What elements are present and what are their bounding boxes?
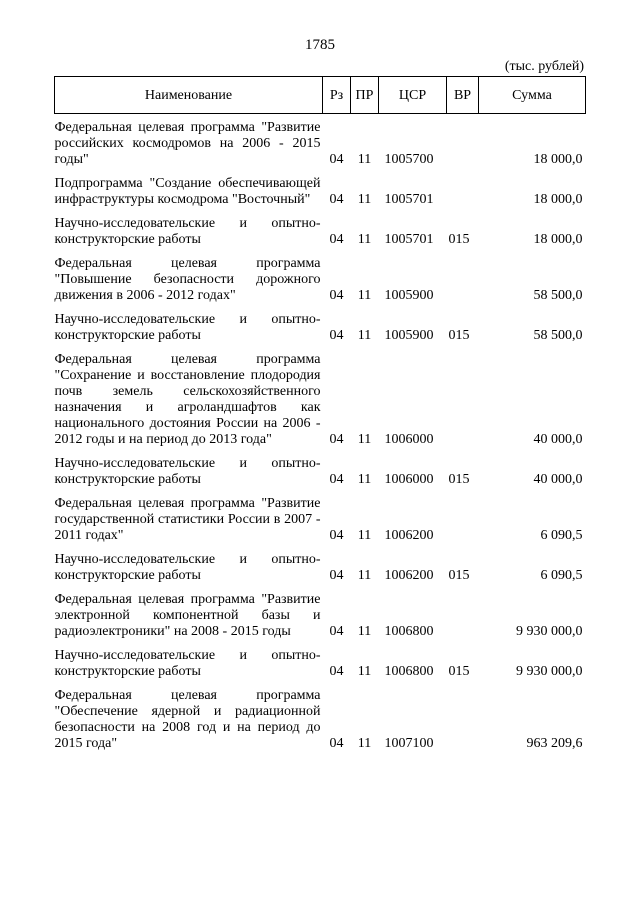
page-number: 1785 <box>305 37 335 53</box>
row-csr: 1006800 <box>384 624 434 639</box>
header-name: Наименование <box>55 77 323 114</box>
row-name: Подпрограмма "Создание обеспечивающей инфраструктуры космодрома "Восточный" <box>54 176 321 207</box>
row-sum: 9 930 000,0 <box>516 664 583 679</box>
row-vr <box>447 586 479 642</box>
row-vr <box>447 114 479 171</box>
row-csr: 1005700 <box>384 152 434 167</box>
row-pr: 11 <box>357 568 372 583</box>
table-row <box>55 642 586 682</box>
row-pr: 11 <box>357 736 372 751</box>
header-sum: Сумма <box>479 77 586 114</box>
row-pr: 11 <box>357 288 372 303</box>
row-csr: 1006000 <box>384 472 434 487</box>
row-pr: 11 <box>357 152 372 167</box>
row-sum: 40 000,0 <box>533 432 583 447</box>
row-rz: 04 <box>329 328 344 343</box>
row-pr: 11 <box>357 432 372 447</box>
row-name: Научно-исследовательские и опытно-конструкторские работы <box>54 312 321 343</box>
row-name: Научно-исследовательские и опытно-конструкторские работы <box>54 456 321 487</box>
row-csr: 1005701 <box>384 232 434 247</box>
row-pr: 11 <box>357 624 372 639</box>
budget-table <box>54 76 586 754</box>
row-sum: 58 500,0 <box>533 288 583 303</box>
row-csr: 1005701 <box>384 192 434 207</box>
row-csr: 1007100 <box>384 736 434 751</box>
row-csr: 1006800 <box>384 664 434 679</box>
row-rz: 04 <box>329 472 344 487</box>
row-csr: 1005900 <box>384 288 434 303</box>
table-row <box>55 306 586 346</box>
table-row <box>55 170 586 210</box>
row-vr: 015 <box>448 664 470 679</box>
table-row <box>55 586 586 642</box>
row-sum: 40 000,0 <box>533 472 583 487</box>
row-pr: 11 <box>357 328 372 343</box>
row-name: Научно-исследовательские и опытно-конструкторские работы <box>54 552 321 583</box>
row-vr: 015 <box>448 232 470 247</box>
row-rz: 04 <box>329 664 344 679</box>
row-rz: 04 <box>329 232 344 247</box>
row-name: Федеральная целевая программа "Сохранение и восстановление плодородия почв земель сельскохозяйственного назначения и агроландшафтов как национального достояния России на 2006 - 2012 годы и на период до 2013 года" <box>54 352 321 447</box>
row-pr: 11 <box>357 664 372 679</box>
row-csr: 1006200 <box>384 528 434 543</box>
row-name: Федеральная целевая программа "Повышение безопасности дорожного движения в 2006 - 2012 годах" <box>54 256 321 303</box>
header-csr: ЦСР <box>379 77 447 114</box>
row-pr: 11 <box>357 528 372 543</box>
row-sum: 18 000,0 <box>533 192 583 207</box>
row-name: Федеральная целевая программа "Развитие государственной статистики России в 2007 - 2011 годах" <box>54 496 321 543</box>
row-pr: 11 <box>357 472 372 487</box>
row-vr <box>447 250 479 306</box>
table-row <box>55 250 586 306</box>
row-vr: 015 <box>448 472 470 487</box>
row-rz: 04 <box>329 192 344 207</box>
table-row <box>55 490 586 546</box>
row-vr <box>447 682 479 754</box>
table-row <box>55 346 586 450</box>
header-vr: ВР <box>447 77 479 114</box>
row-vr <box>447 490 479 546</box>
row-rz: 04 <box>329 432 344 447</box>
row-sum: 18 000,0 <box>533 232 583 247</box>
header-rz: Рз <box>323 77 351 114</box>
row-name: Федеральная целевая программа "Развитие российских космодромов на 2006 - 2015 годы" <box>54 120 321 167</box>
row-sum: 6 090,5 <box>540 528 583 543</box>
row-sum: 18 000,0 <box>533 152 583 167</box>
row-pr: 11 <box>357 232 372 247</box>
header-pr: ПР <box>351 77 379 114</box>
row-name: Научно-исследовательские и опытно-конструкторские работы <box>54 216 321 247</box>
row-name: Федеральная целевая программа "Обеспечение ядерной и радиационной безопасности на 2008 год и на период до 2015 года" <box>54 688 321 751</box>
row-rz: 04 <box>329 736 344 751</box>
row-sum: 9 930 000,0 <box>516 624 583 639</box>
table-row <box>55 546 586 586</box>
table-row <box>55 450 586 490</box>
table-row <box>55 114 586 171</box>
row-csr: 1005900 <box>384 328 434 343</box>
row-sum: 6 090,5 <box>540 568 583 583</box>
row-sum: 58 500,0 <box>533 328 583 343</box>
row-rz: 04 <box>329 288 344 303</box>
row-csr: 1006200 <box>384 568 434 583</box>
row-csr: 1006000 <box>384 432 434 447</box>
row-name: Научно-исследовательские и опытно-конструкторские работы <box>54 648 321 679</box>
row-vr: 015 <box>448 328 470 343</box>
table-header-row <box>55 77 586 114</box>
row-rz: 04 <box>329 568 344 583</box>
units-label: (тыс. рублей) <box>504 59 584 74</box>
row-vr <box>447 170 479 210</box>
row-rz: 04 <box>329 624 344 639</box>
row-vr <box>447 346 479 450</box>
row-rz: 04 <box>329 152 344 167</box>
row-name: Федеральная целевая программа "Развитие электронной компонентной базы и радиоэлектроники" на 2008 - 2015 годы <box>54 592 321 639</box>
row-pr: 11 <box>357 192 372 207</box>
row-rz: 04 <box>329 528 344 543</box>
row-vr: 015 <box>448 568 470 583</box>
row-sum: 963 209,6 <box>526 736 583 751</box>
table-row <box>55 682 586 754</box>
table-row <box>55 210 586 250</box>
